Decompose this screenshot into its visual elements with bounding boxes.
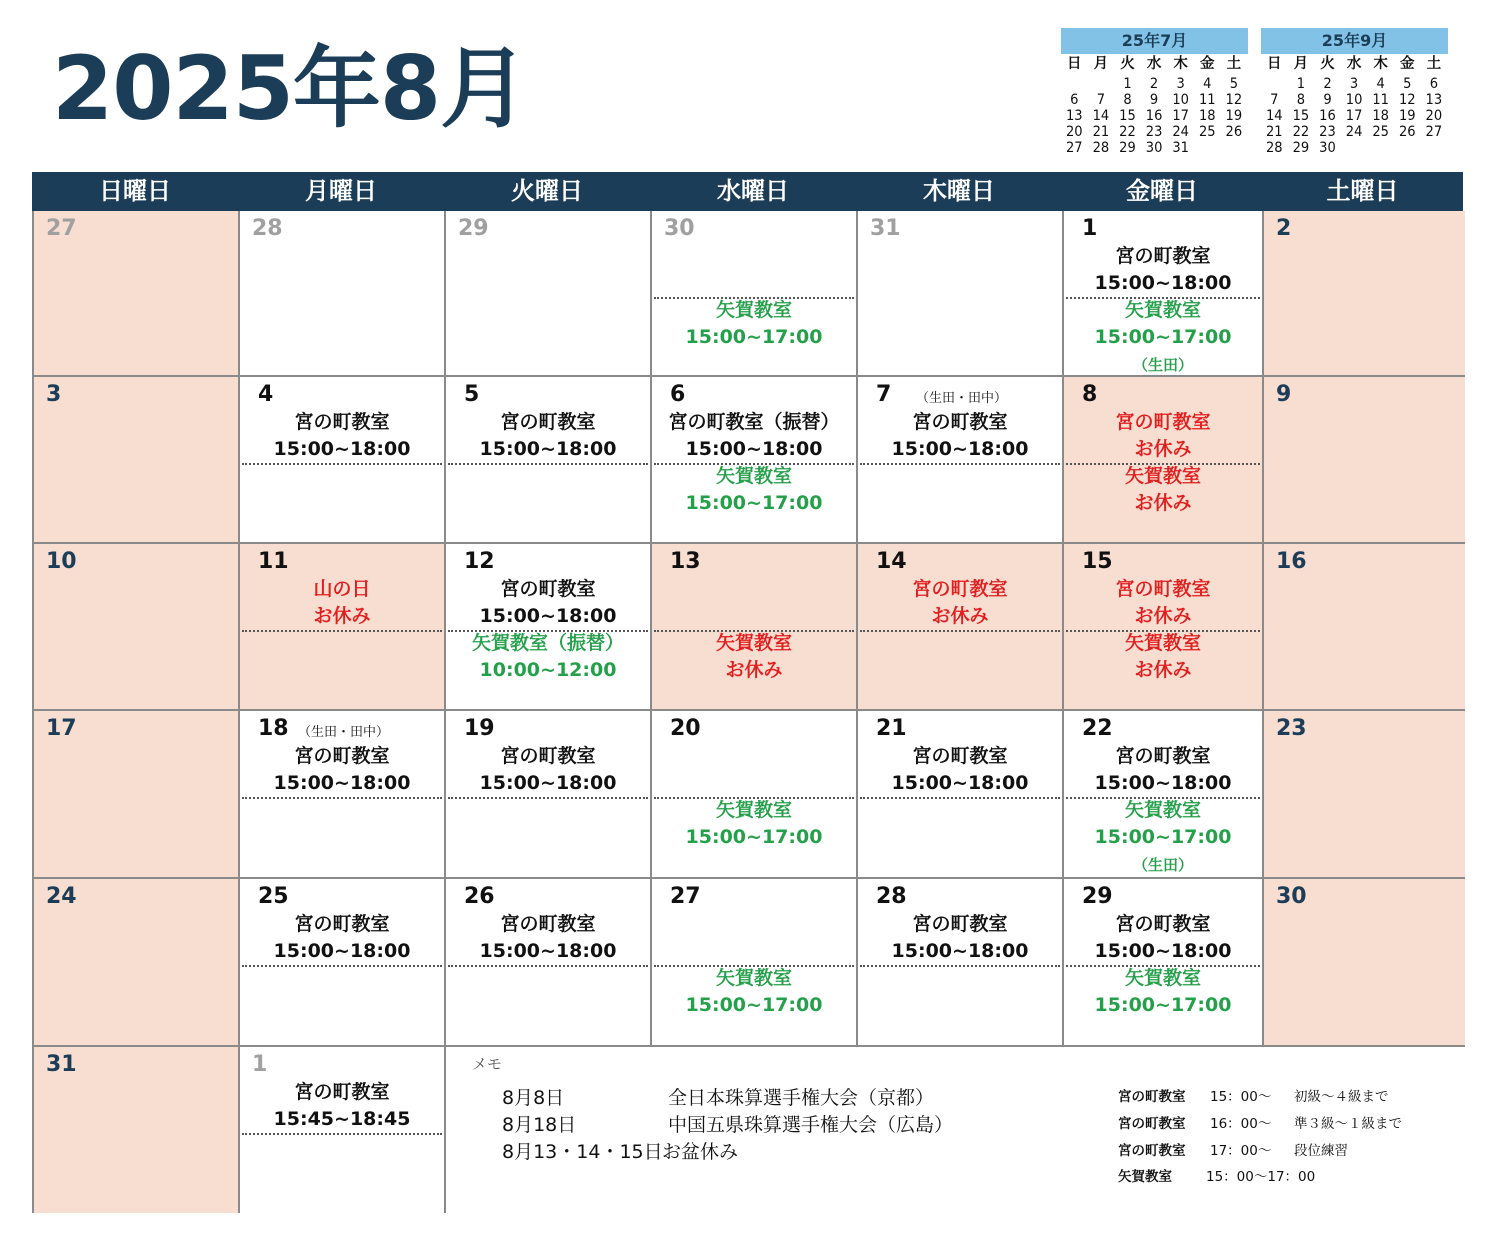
day-cell <box>34 377 240 544</box>
mini-day: 8 <box>1123 92 1132 108</box>
mini-calendar-header: 25年9月 <box>1261 28 1448 54</box>
day-number: 22 <box>1082 716 1113 741</box>
schedule-line: 15:00~17:00 <box>685 492 823 514</box>
weekday-sat: 土曜日 <box>1326 177 1399 205</box>
day-number: 1 <box>252 1052 268 1077</box>
schedule-line: 矢賀教室 <box>1124 299 1201 321</box>
day-number: 31 <box>870 216 901 241</box>
mini-day: 22 <box>1292 124 1310 140</box>
cell-divider <box>242 463 442 465</box>
day-cell <box>34 1047 240 1213</box>
legend-name: 宮の町教室 <box>1118 1116 1186 1132</box>
day-note: （生田・田中） <box>298 725 390 740</box>
memo-title: メモ <box>472 1055 503 1073</box>
mini-day: 27 <box>1065 140 1083 156</box>
day-number: 24 <box>46 884 77 909</box>
mini-day: 5 <box>1403 76 1412 92</box>
mini-day: 26 <box>1398 124 1416 140</box>
memo-event-text: 中国五県珠算選手権大会（広島） <box>668 1114 954 1136</box>
schedule-line: 15:00~17:00 <box>685 326 823 348</box>
schedule-line: 15:00~18:00 <box>273 438 411 460</box>
mini-day <box>1194 140 1221 156</box>
mini-day: 18 <box>1198 108 1216 124</box>
mini-day: 15 <box>1292 108 1310 124</box>
mini-day: 25 <box>1372 124 1389 140</box>
legend-level: 準３級～１級まで <box>1294 1116 1402 1132</box>
weekday-tue: 火曜日 <box>511 177 583 205</box>
day-number: 5 <box>464 382 480 407</box>
weekday-fri: 金曜日 <box>1126 177 1198 205</box>
day-number: 23 <box>1276 716 1307 741</box>
day-cell <box>1264 711 1465 879</box>
mini-day: 28 <box>1265 140 1283 156</box>
mini-day: 4 <box>1203 76 1212 92</box>
schedule-line: 宮の町教室（振替） <box>668 411 840 433</box>
cell-divider <box>242 1133 442 1135</box>
mini-day: 17 <box>1345 108 1363 124</box>
mini-day: 13 <box>1065 108 1083 124</box>
schedule-line: 15:00~18:00 <box>479 438 617 460</box>
mini-calendar-grid <box>1261 56 1448 156</box>
schedule-line: 15:00~17:00 <box>685 994 823 1016</box>
cell-divider <box>242 797 442 799</box>
schedule-line: 15:00~18:00 <box>273 940 411 962</box>
day-cell <box>240 377 446 544</box>
legend-time: 15：00～17：00 <box>1206 1169 1316 1185</box>
mini-weekday: 土 <box>1426 56 1442 72</box>
mini-day: 2 <box>1149 76 1159 92</box>
cell-divider <box>448 797 648 799</box>
mini-day: 31 <box>1172 140 1189 156</box>
mini-day: 7 <box>1096 92 1106 108</box>
schedule-line: 矢賀教室（振替） <box>471 632 624 654</box>
schedule-line: 矢賀教室 <box>715 967 792 989</box>
day-cell <box>446 211 652 377</box>
day-number: 27 <box>670 884 701 909</box>
schedule-line: 15:00~18:00 <box>1094 272 1232 294</box>
schedule-line: 10:00~12:00 <box>479 659 617 681</box>
weekday-wed: 水曜日 <box>717 177 789 205</box>
mini-day: 13 <box>1425 92 1443 108</box>
schedule-line: 15:00~18:00 <box>1094 940 1232 962</box>
day-number: 6 <box>670 382 686 407</box>
day-cell <box>34 879 240 1047</box>
schedule-line: 矢賀教室 <box>715 465 792 487</box>
legend-time: 17：00～ <box>1210 1143 1272 1159</box>
day-number: 8 <box>1082 382 1098 407</box>
legend-name: 宮の町教室 <box>1118 1089 1186 1105</box>
schedule-line: 矢賀教室 <box>715 632 792 654</box>
schedule-line: お休み <box>1134 605 1192 627</box>
mini-day <box>1261 76 1288 92</box>
mini-day <box>1394 140 1421 156</box>
day-cell <box>34 711 240 879</box>
schedule-line: 15:00~18:00 <box>891 772 1029 794</box>
legend-name: 矢賀教室 <box>1118 1169 1172 1185</box>
day-number: 30 <box>1276 884 1307 909</box>
schedule-line: 宮の町教室 <box>912 745 1008 767</box>
day-number: 9 <box>1276 382 1292 407</box>
cell-divider <box>860 630 1060 632</box>
mini-day: 24 <box>1345 124 1363 140</box>
mini-day: 26 <box>1225 124 1243 140</box>
day-number: 26 <box>464 884 495 909</box>
day-cell <box>652 211 858 377</box>
mini-day: 7 <box>1270 92 1279 108</box>
weekday-sun: 日曜日 <box>99 177 171 205</box>
day-cell <box>1064 544 1264 711</box>
day-cell <box>446 879 652 1047</box>
mini-day: 19 <box>1398 108 1416 124</box>
mini-day: 30 <box>1319 140 1336 156</box>
mini-day: 16 <box>1319 108 1336 124</box>
schedule-line: 宮の町教室 <box>1115 411 1211 433</box>
mini-weekday: 火 <box>1320 56 1335 72</box>
day-number: 29 <box>458 216 489 241</box>
schedule-line: お休み <box>931 605 989 627</box>
mini-weekday: 月 <box>1293 56 1309 72</box>
day-number: 19 <box>464 716 495 741</box>
day-number: 21 <box>876 716 907 741</box>
day-number: 30 <box>664 216 695 241</box>
schedule-line: 宮の町教室 <box>912 913 1008 935</box>
mini-day: 23 <box>1145 124 1163 140</box>
mini-day: 20 <box>1425 108 1443 124</box>
day-cell <box>858 544 1064 711</box>
mini-day: 15 <box>1119 108 1136 124</box>
day-cell <box>858 711 1064 879</box>
mini-day: 29 <box>1292 140 1310 156</box>
day-cell <box>652 879 858 1047</box>
day-cell <box>1264 211 1465 377</box>
page-title: 2025年8月 <box>52 37 528 140</box>
mini-day: 9 <box>1149 92 1159 108</box>
day-cell <box>1064 879 1264 1047</box>
day-number: 1 <box>1082 216 1098 241</box>
mini-day: 28 <box>1092 140 1110 156</box>
mini-day: 3 <box>1349 76 1359 92</box>
day-cell <box>858 879 1064 1047</box>
schedule-line: お休み <box>1134 659 1192 681</box>
schedule-line: （生田） <box>1132 356 1193 374</box>
schedule-line: お休み <box>313 605 371 627</box>
day-number: 12 <box>464 549 495 574</box>
legend-time: 15：00～ <box>1210 1089 1272 1105</box>
day-number: 14 <box>876 549 907 574</box>
mini-day <box>1061 76 1088 92</box>
cell-divider <box>860 965 1060 967</box>
schedule-line: 15:00~18:00 <box>685 438 823 460</box>
mini-weekday: 水 <box>1346 56 1362 72</box>
mini-day: 1 <box>1123 76 1132 92</box>
schedule-line: 宮の町教室 <box>912 411 1008 433</box>
schedule-line: 矢賀教室 <box>1124 967 1201 989</box>
day-cell <box>446 544 652 711</box>
schedule-line: 15:00~18:00 <box>479 940 617 962</box>
weekday-thu: 木曜日 <box>923 177 995 205</box>
schedule-line: お休み <box>1134 492 1192 514</box>
day-cell <box>858 211 1064 377</box>
cell-divider <box>242 630 442 632</box>
schedule-line: 15:00~17:00 <box>1094 326 1232 348</box>
mini-calendar-prev <box>1061 28 1248 156</box>
mini-day: 21 <box>1265 124 1283 140</box>
schedule-line: 15:00~18:00 <box>273 772 411 794</box>
mini-weekday: 月 <box>1093 56 1109 72</box>
day-cell <box>1064 711 1264 879</box>
schedule-line: 宮の町教室 <box>1115 578 1211 600</box>
legend-time: 16：00～ <box>1210 1116 1272 1132</box>
day-number: 15 <box>1082 549 1113 574</box>
mini-day: 21 <box>1092 124 1110 140</box>
day-cell <box>858 377 1064 544</box>
mini-weekday: 日 <box>1267 56 1282 72</box>
cell-divider <box>860 463 1060 465</box>
schedule-line: 宮の町教室 <box>500 411 596 433</box>
mini-day <box>1088 76 1115 92</box>
mini-day: 24 <box>1172 124 1189 140</box>
memo-event-date: 8月8日 <box>502 1087 565 1109</box>
day-number: 25 <box>258 884 289 909</box>
mini-day: 30 <box>1145 140 1163 156</box>
mini-day: 6 <box>1070 92 1079 108</box>
schedule-line: 宮の町教室 <box>294 1081 390 1103</box>
calendar-grid <box>32 211 1463 1213</box>
day-note: （生田・田中） <box>916 391 1008 406</box>
day-cell <box>652 711 858 879</box>
day-cell <box>652 544 858 711</box>
mini-weekday: 金 <box>1400 56 1415 72</box>
mini-weekday: 木 <box>1173 56 1188 72</box>
schedule-line: 15:00~18:00 <box>479 772 617 794</box>
mini-day: 27 <box>1425 124 1443 140</box>
cell-divider <box>242 965 442 967</box>
mini-weekday: 土 <box>1226 56 1242 72</box>
schedule-line: 矢賀教室 <box>715 299 792 321</box>
schedule-line: 矢賀教室 <box>715 799 792 821</box>
mini-day: 16 <box>1145 108 1163 124</box>
schedule-line: 宮の町教室 <box>1115 745 1211 767</box>
day-number: 28 <box>252 216 283 241</box>
mini-day: 12 <box>1225 92 1243 108</box>
schedule-line: 15:00~18:00 <box>1094 772 1232 794</box>
schedule-line: 15:00~17:00 <box>1094 826 1232 848</box>
schedule-line: 宮の町教室 <box>294 745 390 767</box>
day-number: 20 <box>670 716 701 741</box>
day-number: 10 <box>46 549 77 574</box>
mini-day: 11 <box>1372 92 1389 108</box>
day-number: 11 <box>258 549 289 574</box>
schedule-line: 15:00~17:00 <box>685 826 823 848</box>
day-cell <box>34 544 240 711</box>
day-cell <box>1064 377 1264 544</box>
mini-calendar-grid <box>1061 56 1248 156</box>
day-number: 27 <box>46 216 77 241</box>
mini-weekday: 火 <box>1120 56 1135 72</box>
schedule-line: 15:45~18:45 <box>273 1108 411 1130</box>
cell-divider <box>448 965 648 967</box>
mini-day: 3 <box>1176 76 1185 92</box>
schedule-line: 矢賀教室 <box>1124 799 1201 821</box>
legend-level: 初級～４級まで <box>1294 1089 1389 1105</box>
memo-event-date: 8月18日 <box>502 1114 577 1136</box>
mini-day <box>1367 140 1394 156</box>
day-cell <box>446 377 652 544</box>
legend-name: 宮の町教室 <box>1118 1143 1186 1159</box>
day-number: 13 <box>670 549 701 574</box>
schedule-line: 宮の町教室 <box>500 745 596 767</box>
day-number: 2 <box>1276 216 1292 241</box>
day-cell <box>240 711 446 879</box>
schedule-line: 15:00~18:00 <box>891 940 1029 962</box>
mini-weekday: 水 <box>1146 56 1162 72</box>
day-cell <box>1064 211 1264 377</box>
mini-day: 20 <box>1065 124 1083 140</box>
schedule-line: 矢賀教室 <box>1124 632 1201 654</box>
mini-day: 25 <box>1198 124 1216 140</box>
weekday-mon: 月曜日 <box>305 177 377 205</box>
day-number: 17 <box>46 716 77 741</box>
day-cell <box>1264 879 1465 1047</box>
mini-weekday: 金 <box>1200 56 1215 72</box>
legend-level: 段位練習 <box>1294 1143 1348 1159</box>
mini-day: 19 <box>1225 108 1243 124</box>
mini-day: 8 <box>1296 92 1306 108</box>
day-number: 31 <box>46 1052 77 1077</box>
memo-event-text: お盆休み <box>662 1141 739 1163</box>
day-number: 28 <box>876 884 907 909</box>
mini-day: 14 <box>1265 108 1283 124</box>
mini-day: 14 <box>1092 108 1110 124</box>
mini-day: 23 <box>1319 124 1336 140</box>
mini-calendar-header: 25年7月 <box>1061 28 1248 54</box>
schedule-line: （生田） <box>1132 856 1193 874</box>
mini-day: 17 <box>1172 108 1189 124</box>
memo-panel <box>446 1047 1465 1213</box>
memo-event-date: 8月13・14・15日 <box>502 1141 663 1163</box>
mini-day: 18 <box>1372 108 1389 124</box>
schedule-line: 宮の町教室 <box>1115 913 1211 935</box>
mini-day: 10 <box>1172 92 1189 108</box>
schedule-line: 宮の町教室 <box>912 578 1008 600</box>
schedule-line: 15:00~18:00 <box>891 438 1029 460</box>
day-number: 7 <box>876 382 892 407</box>
mini-day: 5 <box>1229 76 1239 92</box>
mini-day: 12 <box>1398 92 1416 108</box>
day-cell <box>240 879 446 1047</box>
weekday-header <box>32 172 1463 211</box>
mini-day: 4 <box>1376 76 1385 92</box>
mini-day: 2 <box>1323 76 1332 92</box>
mini-day: 1 <box>1296 76 1306 92</box>
day-cell <box>446 711 652 879</box>
mini-weekday: 日 <box>1067 56 1082 72</box>
mini-day <box>1221 140 1248 156</box>
day-cell <box>1264 377 1465 544</box>
day-cell <box>1264 544 1465 711</box>
schedule-line: お休み <box>1134 438 1192 460</box>
schedule-line: お休み <box>725 659 783 681</box>
schedule-line: 宮の町教室 <box>500 913 596 935</box>
schedule-line: 15:00~17:00 <box>1094 994 1232 1016</box>
schedule-line: 宮の町教室 <box>500 578 596 600</box>
memo-event-text: 全日本珠算選手権大会（京都） <box>668 1087 935 1109</box>
day-number: 3 <box>46 382 62 407</box>
cell-divider <box>860 797 1060 799</box>
schedule-line: 15:00~18:00 <box>479 605 617 627</box>
schedule-line: 宮の町教室 <box>294 411 390 433</box>
schedule-line: 宮の町教室 <box>1115 245 1211 267</box>
mini-day: 29 <box>1119 140 1136 156</box>
day-number: 4 <box>258 382 274 407</box>
mini-day: 11 <box>1198 92 1216 108</box>
mini-day: 9 <box>1323 92 1332 108</box>
mini-day: 6 <box>1429 76 1439 92</box>
schedule-line: 山の日 <box>313 578 371 600</box>
day-number: 29 <box>1082 884 1113 909</box>
mini-day <box>1421 140 1448 156</box>
day-cell <box>34 211 240 377</box>
mini-weekday: 木 <box>1373 56 1388 72</box>
mini-day: 22 <box>1119 124 1136 140</box>
day-number: 18 <box>258 716 289 741</box>
schedule-line: 矢賀教室 <box>1124 465 1201 487</box>
mini-day: 10 <box>1345 92 1363 108</box>
mini-day <box>1341 140 1368 156</box>
day-cell <box>240 544 446 711</box>
day-cell <box>652 377 858 544</box>
cell-divider <box>448 463 648 465</box>
day-number: 16 <box>1276 549 1307 574</box>
day-cell <box>240 1047 446 1213</box>
schedule-line: 宮の町教室 <box>294 913 390 935</box>
mini-calendar-next <box>1261 28 1448 156</box>
day-cell <box>240 211 446 377</box>
